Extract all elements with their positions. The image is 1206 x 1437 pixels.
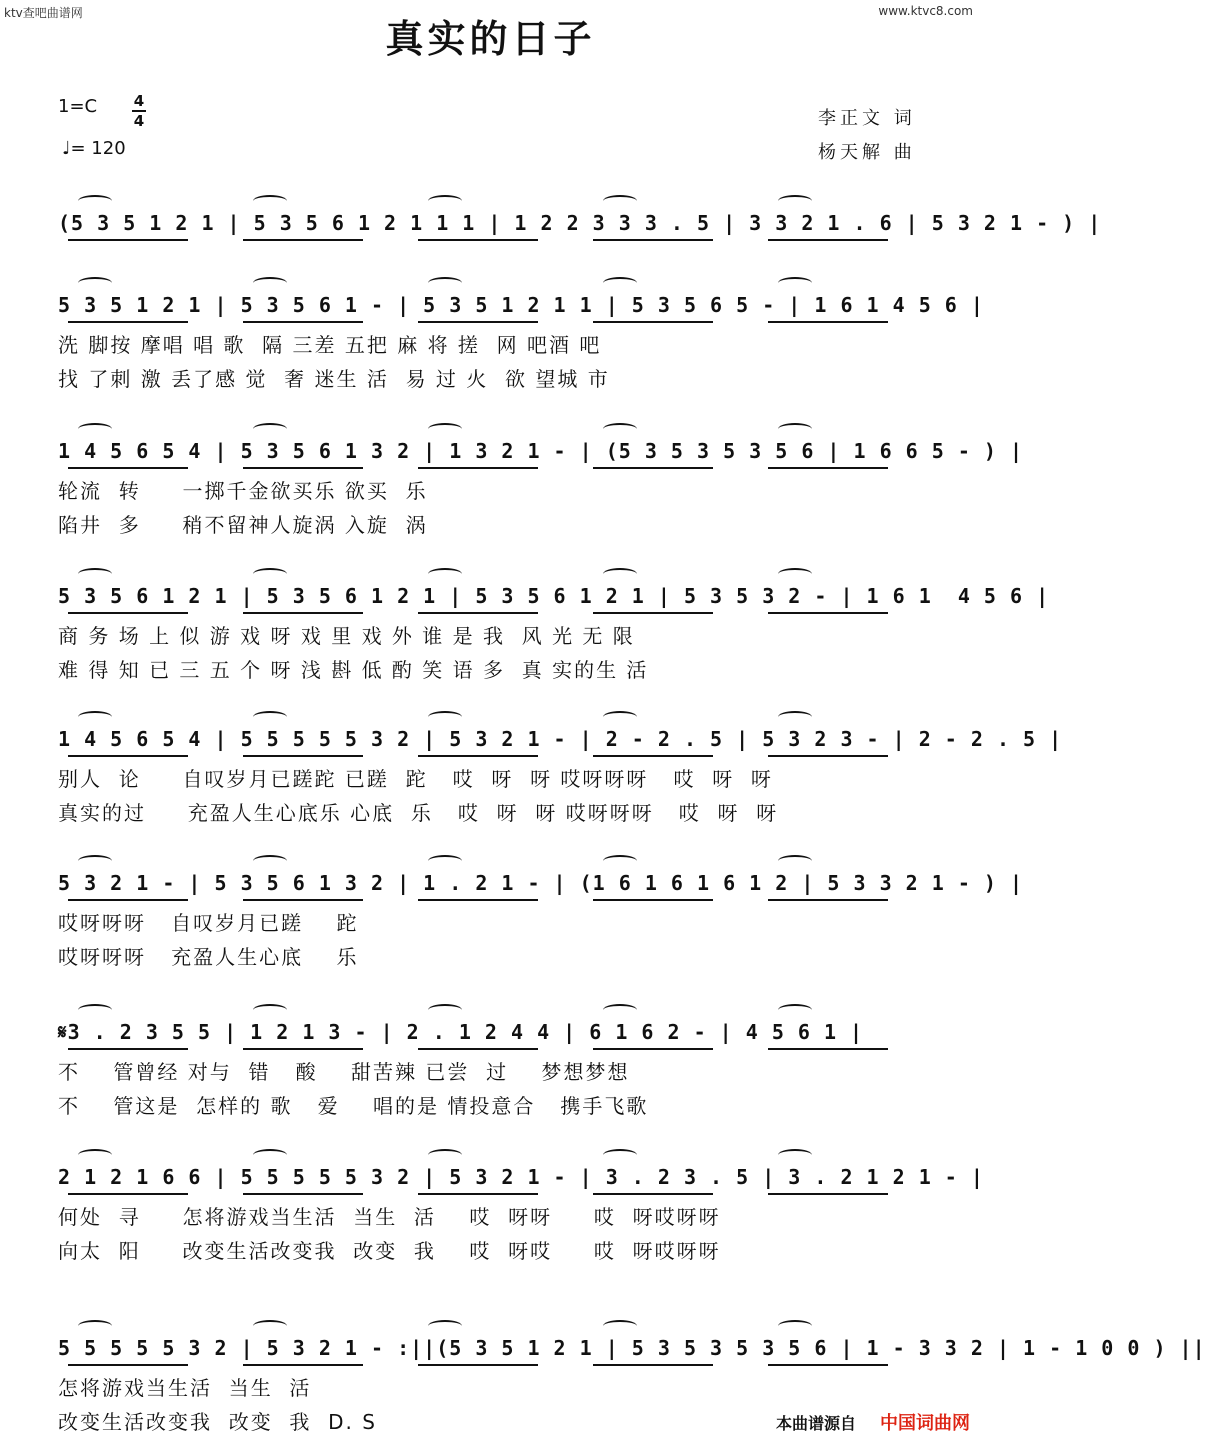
slur-mark	[778, 1149, 812, 1161]
beam-underline	[593, 467, 713, 469]
slur-mark	[603, 711, 637, 723]
lyricist-credit: 李正文 词	[818, 108, 916, 129]
slur-mark	[428, 195, 462, 207]
beam-underline	[68, 1364, 188, 1366]
slur-mark	[78, 277, 112, 289]
beam-underline	[68, 467, 188, 469]
slur-mark	[778, 711, 812, 723]
lyrics-verse-1: 洗 脚按 摩唱 唱 歌 隔 三差 五把 麻 将 搓 网 吧酒 吧	[58, 333, 602, 357]
beam-underline	[593, 612, 713, 614]
notation-line: 5 3 5 6 1 2 1 | 5 3 5 6 1 2 1 | 5 3 5 6 1 2 1 | 5 3 5 3 2 - | 1 6 1 4 5 6 |	[58, 584, 1050, 608]
beam-underline	[418, 1193, 538, 1195]
slur-mark	[253, 855, 287, 867]
slur-mark	[778, 1320, 812, 1332]
beam-underline	[68, 755, 188, 757]
slur-mark	[428, 1149, 462, 1161]
beam-underline	[418, 612, 538, 614]
lyrics-verse-1: 别人 论 自叹岁月已蹉跎 已蹉 跎 哎 呀 呀 哎呀呀呀 哎 呀 呀	[58, 767, 773, 791]
slur-mark	[253, 1004, 287, 1016]
slur-mark	[603, 855, 637, 867]
slur-mark	[428, 277, 462, 289]
beam-underline	[593, 1364, 713, 1366]
beam-underline	[243, 1048, 363, 1050]
beam-underline	[68, 1048, 188, 1050]
notation-line: 5 5 5 5 5 3 2 | 5 3 2 1 - :||(5 3 5 1 2 1 | 5 3 5 3 5 3 5 6 | 1 - 3 3 2 | 1 - 1 0 0 ) ||	[58, 1336, 1206, 1360]
slur-mark	[603, 1320, 637, 1332]
beam-underline	[768, 755, 888, 757]
beam-underline	[593, 1193, 713, 1195]
slur-mark	[428, 423, 462, 435]
slur-mark	[78, 1149, 112, 1161]
slur-mark	[428, 1004, 462, 1016]
beam-underline	[243, 612, 363, 614]
footer-source-label: 本曲谱源自	[776, 1414, 857, 1433]
beam-underline	[243, 899, 363, 901]
slur-mark	[778, 195, 812, 207]
beam-underline	[418, 321, 538, 323]
beam-underline	[243, 321, 363, 323]
beam-underline	[243, 239, 363, 241]
beam-underline	[418, 1364, 538, 1366]
lyrics-verse-1: 何处 寻 怎将游戏当生活 当生 活 哎 呀呀 哎 呀哎呀呀	[58, 1205, 721, 1229]
beam-underline	[68, 899, 188, 901]
slur-mark	[603, 277, 637, 289]
beam-underline	[593, 899, 713, 901]
slur-mark	[603, 1149, 637, 1161]
beam-underline	[768, 612, 888, 614]
beam-underline	[418, 899, 538, 901]
slur-mark	[78, 423, 112, 435]
beam-underline	[768, 1364, 888, 1366]
slur-mark	[78, 1320, 112, 1332]
slur-mark	[78, 568, 112, 580]
header-left-site: ktv查吧曲谱网	[4, 6, 83, 20]
beam-underline	[768, 321, 888, 323]
beam-underline	[68, 1193, 188, 1195]
lyrics-verse-1: 不 管曾经 对与 错 酸 甜苦辣 已尝 过 梦想梦想	[58, 1060, 630, 1084]
time-signature-bottom: 4	[133, 112, 145, 130]
slur-mark	[253, 568, 287, 580]
beam-underline	[593, 239, 713, 241]
beam-underline	[243, 755, 363, 757]
lyrics-verse-1: 怎将游戏当生活 当生 活	[58, 1376, 312, 1400]
lyrics-verse-2: 真实的过 充盈人生心底乐 心底 乐 哎 呀 呀 哎呀呀呀 哎 呀 呀	[58, 801, 779, 825]
slur-mark	[778, 855, 812, 867]
lyrics-verse-2: 找 了刺 激 丢了感 觉 奢 迷生 活 易 过 火 欲 望城 市	[58, 367, 610, 391]
lyrics-verse-2: 哎呀呀呀 充盈人生心底 乐	[58, 945, 359, 969]
slur-mark	[603, 568, 637, 580]
lyrics-verse-1: 商 务 场 上 似 游 戏 呀 戏 里 戏 外 谁 是 我 风 光 无 限	[58, 624, 635, 648]
slur-mark	[253, 1149, 287, 1161]
slur-mark	[78, 711, 112, 723]
notation-line: 5 3 5 1 2 1 | 5 3 5 6 1 - | 5 3 5 1 2 1 1 | 5 3 5 6 5 - | 1 6 1 4 5 6 |	[58, 293, 984, 317]
beam-underline	[768, 899, 888, 901]
lyrics-verse-1: 哎呀呀呀 自叹岁月已蹉 跎	[58, 911, 359, 935]
slur-mark	[78, 855, 112, 867]
beam-underline	[418, 1048, 538, 1050]
slur-mark	[253, 277, 287, 289]
composer-credit: 杨天解 曲	[818, 142, 916, 163]
header-right-site: www.ktvc8.com	[878, 4, 973, 18]
footer-source-site: 中国词曲网	[880, 1413, 970, 1434]
beam-underline	[68, 612, 188, 614]
slur-mark	[253, 1320, 287, 1332]
time-signature	[130, 92, 148, 130]
song-title: 真实的日子	[385, 17, 596, 61]
slur-mark	[603, 195, 637, 207]
slur-mark	[603, 423, 637, 435]
beam-underline	[593, 1048, 713, 1050]
beam-underline	[243, 1364, 363, 1366]
slur-mark	[778, 568, 812, 580]
lyrics-verse-2: 不 管这是 怎样的 歌 爱 唱的是 情投意合 携手飞歌	[58, 1094, 649, 1118]
beam-underline	[68, 239, 188, 241]
beam-underline	[418, 755, 538, 757]
notation-line: 2 1 2 1 6 6 | 5 5 5 5 5 3 2 | 5 3 2 1 - | 3 . 2 3 . 5 | 3 . 2 1 2 1 - |	[58, 1165, 984, 1189]
slur-mark	[778, 423, 812, 435]
notation-line: 1 4 5 6 5 4 | 5 3 5 6 1 3 2 | 1 3 2 1 - | (5 3 5 3 5 3 5 6 | 1 6 6 5 - ) |	[58, 439, 1024, 463]
beam-underline	[768, 1048, 888, 1050]
slur-mark	[778, 277, 812, 289]
slur-mark	[778, 1004, 812, 1016]
slur-mark	[428, 711, 462, 723]
slur-mark	[78, 1004, 112, 1016]
beam-underline	[418, 467, 538, 469]
slur-mark	[253, 711, 287, 723]
beam-underline	[593, 321, 713, 323]
slur-mark	[428, 568, 462, 580]
slur-mark	[253, 195, 287, 207]
notation-line: (5 3 5 1 2 1 | 5 3 5 6 1 2 1 1 1 | 1 2 2 3 3 3 . 5 | 3 3 2 1 . 6 | 5 3 2 1 - ) |	[58, 211, 1102, 235]
beam-underline	[768, 239, 888, 241]
slur-mark	[603, 1004, 637, 1016]
lyrics-verse-1: 轮流 转 一掷千金欲买乐 欲买 乐	[58, 479, 428, 503]
beam-underline	[593, 755, 713, 757]
lyrics-verse-2: 陷井 多 稍不留神人旋涡 入旋 涡	[58, 513, 428, 537]
notation-line: 𝄋3 . 2 3 5 5 | 1 2 1 3 - | 2 . 1 2 4 4 | 6 1 6 2 - | 4 5 6 1 |	[58, 1020, 864, 1044]
beam-underline	[418, 239, 538, 241]
slur-mark	[428, 855, 462, 867]
beam-underline	[68, 321, 188, 323]
notation-line: 5 3 2 1 - | 5 3 5 6 1 3 2 | 1 . 2 1 - | (1 6 1 6 1 6 1 2 | 5 3 3 2 1 - ) |	[58, 871, 1024, 895]
beam-underline	[243, 467, 363, 469]
key-signature: 1=C	[58, 96, 98, 117]
slur-mark	[78, 195, 112, 207]
lyrics-verse-2: 改变生活改变我 改变 我 D. S	[58, 1410, 377, 1434]
tempo-marking: ♩= 120	[62, 138, 126, 159]
notation-line: 1 4 5 6 5 4 | 5 5 5 5 5 3 2 | 5 3 2 1 - | 2 - 2 . 5 | 5 3 2 3 - | 2 - 2 . 5 |	[58, 727, 1063, 751]
lyrics-verse-2: 向太 阳 改变生活改变我 改变 我 哎 呀哎 哎 呀哎呀呀	[58, 1239, 721, 1263]
slur-mark	[428, 1320, 462, 1332]
beam-underline	[768, 1193, 888, 1195]
lyrics-verse-2: 难 得 知 已 三 五 个 呀 浅 斟 低 酌 笑 语 多 真 实的生 活	[58, 658, 649, 682]
beam-underline	[768, 467, 888, 469]
beam-underline	[243, 1193, 363, 1195]
time-signature-top: 4	[133, 92, 145, 110]
slur-mark	[253, 423, 287, 435]
